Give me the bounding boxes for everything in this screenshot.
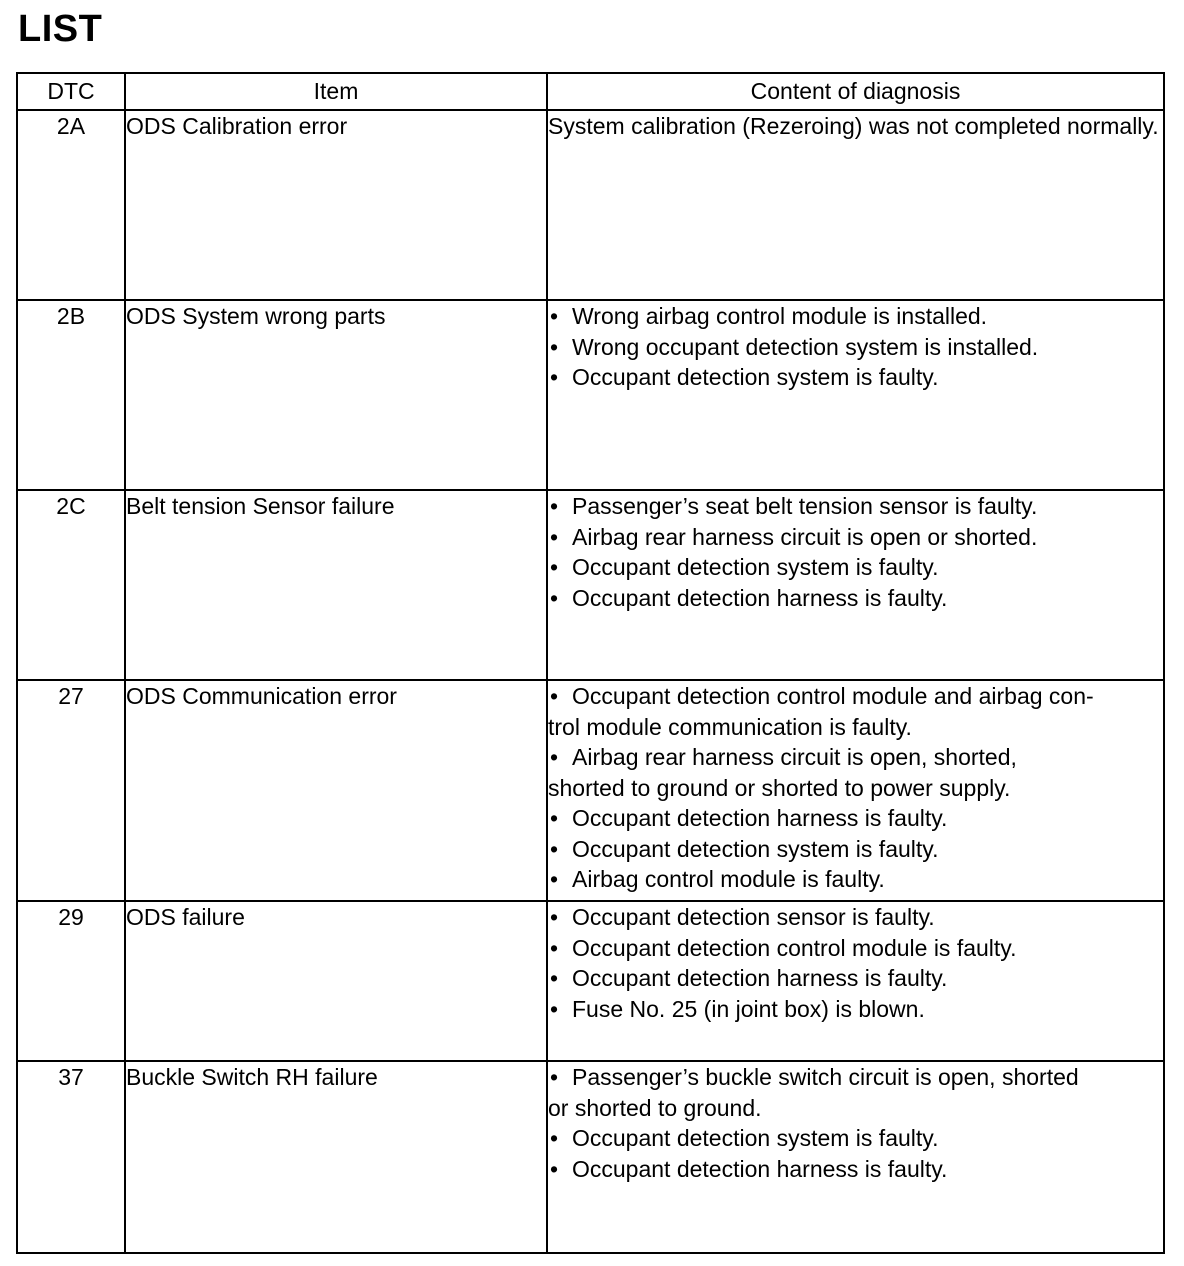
dtc-code: 2B (17, 300, 125, 490)
diagnosis-line: Occupant detection harness is faulty. (572, 965, 948, 991)
header-content: Content of diagnosis (547, 73, 1164, 110)
diagnosis-content (547, 300, 1164, 490)
bullet-icon: • (550, 1064, 559, 1090)
diagnosis-line: Airbag rear harness circuit is open or shorted. (572, 523, 1038, 550)
bullet-icon: • (550, 904, 559, 930)
bullet-icon: • (550, 934, 559, 961)
item-name: Buckle Switch RH failure (125, 1061, 547, 1253)
header-item: Item (125, 73, 547, 110)
item-name: Belt tension Sensor failure (125, 490, 547, 680)
diagnosis-bullet (548, 994, 1163, 1025)
diagnosis-bullet (548, 834, 1163, 865)
bullet-icon: • (550, 995, 559, 1022)
diagnosis-bullet (548, 583, 1163, 614)
dtc-code: 29 (17, 901, 125, 1061)
diagnosis-line: System calibration (Rezeroing) was not completed normally. (548, 113, 1159, 139)
diagnosis-line: Occupant detection harness is faulty. (572, 805, 948, 831)
diagnosis-content (547, 1061, 1164, 1253)
diagnosis-line: Occupant detection harness is faulty. (572, 584, 948, 611)
diagnosis-bullet (548, 864, 1163, 895)
diagnosis-bullet (548, 1123, 1163, 1154)
bullet-icon: • (550, 683, 559, 709)
diagnosis-line: Occupant detection harness is faulty. (572, 1155, 948, 1182)
bullet-icon: • (550, 965, 559, 991)
diagnosis-line: Occupant detection system is faulty. (572, 364, 939, 390)
dtc-table (16, 72, 1165, 1254)
diagnosis-continuation: or shorted to ground. (548, 1094, 762, 1121)
item-name: ODS System wrong parts (125, 300, 547, 490)
bullet-icon: • (550, 584, 559, 611)
diagnosis-line: Occupant detection control module and airbag con- (572, 683, 1094, 709)
diagnosis-bullet (548, 332, 1163, 363)
bullet-icon: • (550, 805, 559, 831)
item-name: ODS Calibration error (125, 110, 547, 300)
table-row (17, 1061, 1164, 1253)
diagnosis-bullet (548, 522, 1163, 553)
diagnosis-bullet (548, 1062, 1163, 1093)
diagnosis-line: Passenger’s buckle switch circuit is open, shorted (572, 1064, 1079, 1090)
table-row (17, 901, 1164, 1061)
diagnosis-bullet (548, 681, 1163, 712)
table-header-row (17, 73, 1164, 110)
diagnosis-bullet (548, 1154, 1163, 1185)
bullet-icon: • (550, 835, 559, 862)
diagnosis-line: Occupant detection sensor is faulty. (572, 904, 935, 930)
diagnosis-line: Airbag rear harness circuit is open, shorted, (572, 744, 1017, 770)
diagnosis-content (547, 110, 1164, 300)
bullet-icon: • (550, 364, 559, 390)
bullet-icon: • (550, 866, 559, 892)
diagnosis-content (547, 490, 1164, 680)
bullet-icon: • (550, 1155, 559, 1182)
diagnosis-line: Passenger’s seat belt tension sensor is faulty. (572, 493, 1038, 519)
bullet-icon: • (550, 523, 559, 550)
dtc-code: 37 (17, 1061, 125, 1253)
diagnosis-content (547, 901, 1164, 1061)
table-row (17, 110, 1164, 300)
diagnosis-bullet (548, 362, 1163, 393)
diagnosis-bullet (548, 301, 1163, 332)
diagnosis-line: Wrong airbag control module is installed. (572, 303, 988, 329)
dtc-code: 27 (17, 680, 125, 901)
table-row (17, 490, 1164, 680)
diagnosis-line: Wrong occupant detection system is installed. (572, 333, 1039, 360)
table-row (17, 300, 1164, 490)
diagnosis-line: Fuse No. 25 (in joint box) is blown. (572, 995, 925, 1022)
bullet-icon: • (550, 1125, 559, 1151)
diagnosis-continuation: shorted to ground or shorted to power supply. (548, 774, 1011, 801)
dtc-code: 2A (17, 110, 125, 300)
diagnosis-content (547, 680, 1164, 901)
diagnosis-bullet (548, 552, 1163, 583)
diagnosis-bullet (548, 902, 1163, 933)
bullet-icon: • (550, 744, 559, 770)
header-dtc: DTC (17, 73, 125, 110)
diagnosis-bullet (548, 491, 1163, 522)
diagnosis-line: Airbag control module is faulty. (572, 866, 885, 892)
diagnosis-line: Occupant detection control module is faulty. (572, 934, 1017, 961)
dtc-code: 2C (17, 490, 125, 680)
diagnosis-line: Occupant detection system is faulty. (572, 1125, 939, 1151)
bullet-icon: • (550, 333, 559, 360)
diagnosis-line: Occupant detection system is faulty. (572, 835, 939, 862)
diagnosis-continuation: trol module communication is faulty. (548, 713, 912, 740)
item-name: ODS Communication error (125, 680, 547, 901)
diagnosis-bullet (548, 742, 1163, 773)
bullet-icon: • (550, 493, 559, 519)
table-row (17, 680, 1164, 901)
diagnosis-bullet (548, 803, 1163, 834)
bullet-icon: • (550, 303, 559, 329)
page-title: LIST (18, 8, 103, 50)
item-name: ODS failure (125, 901, 547, 1061)
diagnosis-bullet (548, 933, 1163, 964)
diagnosis-line: Occupant detection system is faulty. (572, 554, 939, 580)
diagnosis-bullet (548, 963, 1163, 994)
bullet-icon: • (550, 554, 559, 580)
